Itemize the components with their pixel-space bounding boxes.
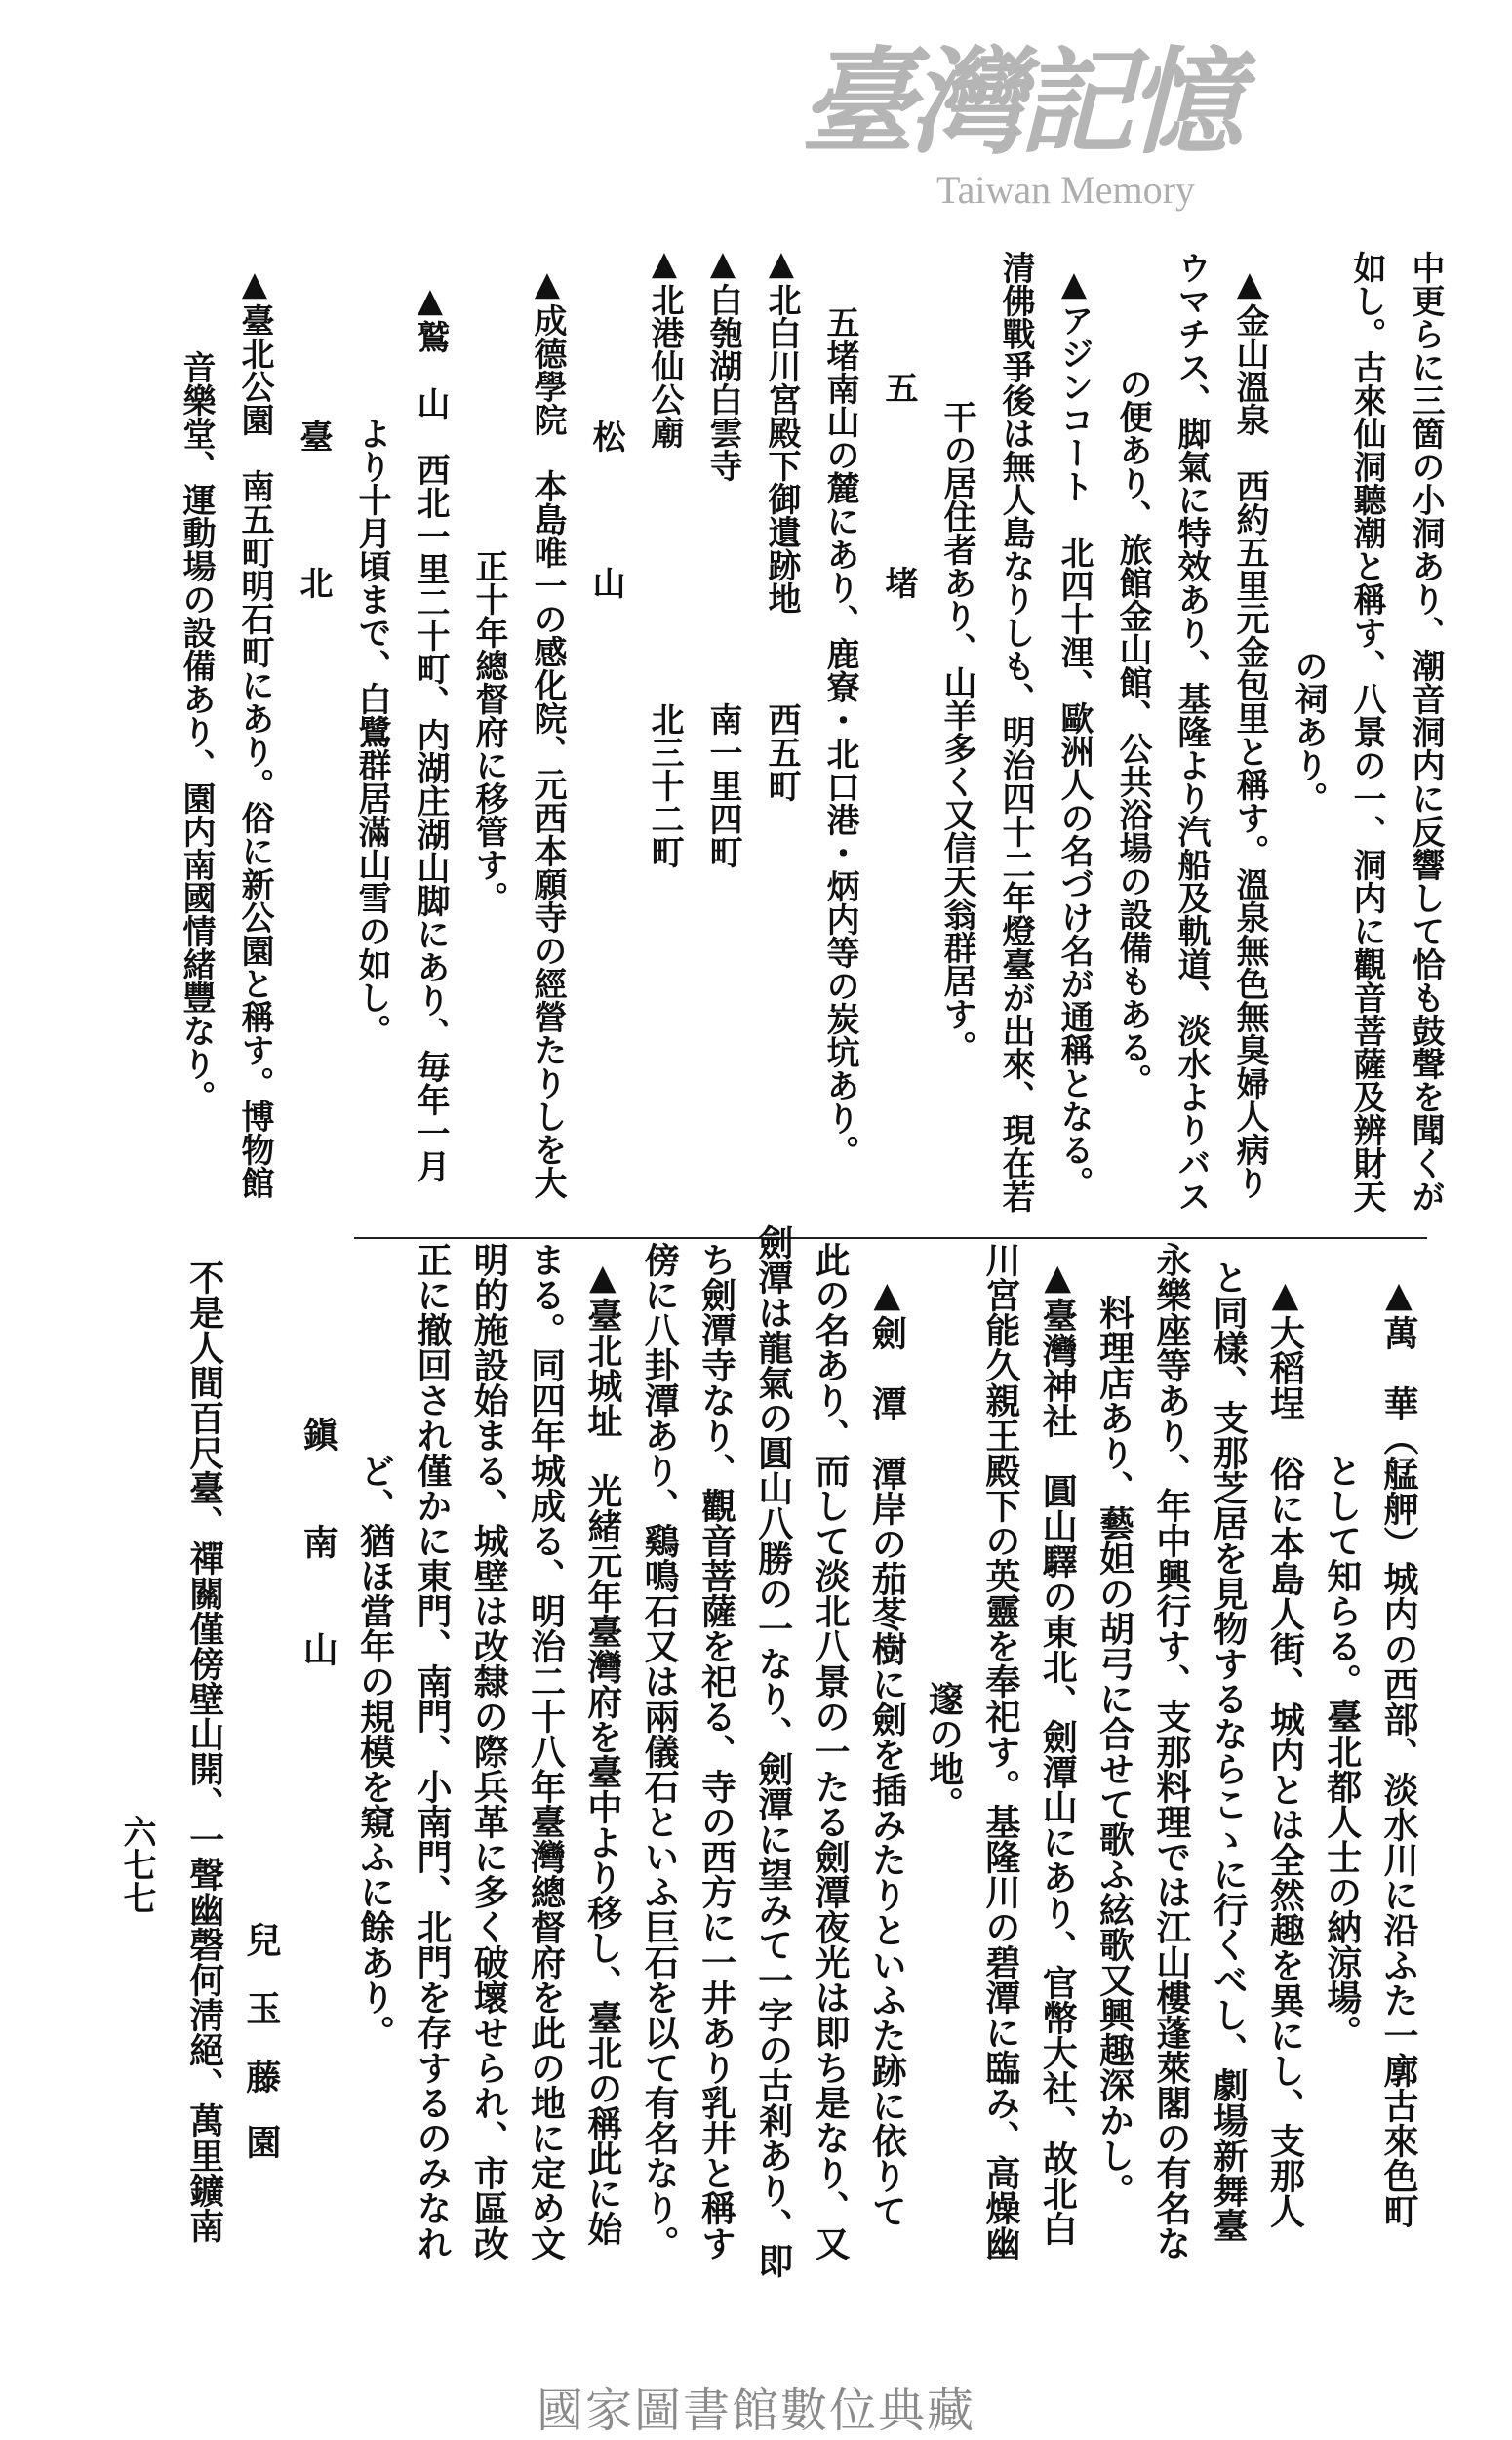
entry-baipao-lake bbox=[694, 244, 752, 1220]
text-line: として知らる。臺北都人士の納涼場。 bbox=[1321, 1452, 1363, 2050]
text-line: ▲アジンコート 北四十浬、歐洲人の名づけ名が通稱となる。 bbox=[1054, 264, 1094, 1199]
text-line: の祠あり。 bbox=[1289, 649, 1328, 815]
text-column bbox=[928, 244, 986, 1220]
text-line: 中更らに三箇の小洞あり、潮音洞内に反響して恰も鼓聲を聞くが bbox=[1406, 251, 1445, 1213]
heading-char: 北 bbox=[294, 566, 333, 599]
text-line: 干の居住者あり、山羊多く又信天翁群居す。 bbox=[937, 400, 976, 1063]
text-line: 料理店あり、藝妲の胡弓に合せて歌ふ絃歌又興趣深かし。 bbox=[1094, 1294, 1135, 2208]
text-column bbox=[986, 244, 1045, 1220]
text-column bbox=[517, 1241, 574, 2260]
text-column bbox=[1162, 244, 1220, 1220]
text-column bbox=[1086, 1260, 1142, 2241]
entry-title: ▲北白川宮殿下御遺跡地 bbox=[762, 244, 801, 615]
text-line: 永樂座等あり、年中興行す、支那料理では江山樓蓬萊閣の有名な bbox=[1150, 1241, 1192, 2260]
text-column bbox=[688, 1241, 744, 2260]
text-line: の便あり、旅館金山館、公共浴場の設備もある。 bbox=[1113, 367, 1152, 1097]
text-column bbox=[631, 1241, 688, 2260]
text-line: ▲臺北城址 光緒元年臺灣府を臺中より移し、臺北の稱此に始 bbox=[581, 1256, 623, 2246]
section-heading-songshan bbox=[577, 244, 635, 1220]
page-number: 六七七 bbox=[117, 1815, 156, 1914]
text-line: 正十年總督府に移管す。 bbox=[469, 549, 508, 914]
entry-taipei-castle-site bbox=[575, 1256, 631, 2246]
author-char: 藤 bbox=[240, 2059, 282, 2094]
footer-archive-credit: 國家圖書館數位典藏 bbox=[536, 2383, 975, 2438]
text-line: 邃の地。 bbox=[923, 1680, 965, 1821]
text-line: ち劍潭寺なり、觀音菩薩を祀る、寺の西方に一井あり乳井と稱す bbox=[696, 1241, 737, 2260]
entry-distance: 西五町 bbox=[762, 702, 801, 802]
poem-line bbox=[176, 1260, 232, 2241]
section-heading-taipei bbox=[284, 244, 342, 1220]
text-column bbox=[744, 1223, 801, 2278]
entry-agincourt bbox=[1045, 244, 1103, 1220]
poem-title bbox=[290, 1260, 346, 2241]
heading-char: 堵 bbox=[879, 566, 918, 599]
entry-kinzan-onsen bbox=[1220, 244, 1279, 1220]
heading-char: 松 bbox=[586, 420, 625, 453]
entry-sagi-yama bbox=[401, 244, 459, 1220]
text-line: と同樣、支那芝居を見物するならこゝに行くべし、劇場新舞臺 bbox=[1208, 1259, 1250, 2243]
text-line: 川宮能久親王殿下の英靈を奉祀す。基隆川の碧潭に臨み、高燥幽 bbox=[979, 1241, 1021, 2260]
author-char: 玉 bbox=[240, 1990, 282, 2025]
heading-char: 山 bbox=[298, 1631, 339, 1666]
author-char: 兒 bbox=[240, 1922, 282, 1957]
entry-beigang-temple bbox=[635, 244, 694, 1220]
text-line: 不是人間百尺臺、禪關僅傍壁山開、一聲幽磬何淸絕、萬里鑛南 bbox=[183, 1259, 225, 2243]
text-column bbox=[404, 1241, 460, 2260]
text-column bbox=[1143, 1241, 1200, 2260]
text-column bbox=[1396, 244, 1454, 1220]
section-heading-wudu bbox=[869, 244, 928, 1220]
heading-char: 南 bbox=[298, 1524, 339, 1559]
entry-dadaocheng bbox=[1256, 1260, 1313, 2241]
entry-taipei-park bbox=[225, 244, 284, 1220]
text-line: 如し。古來仙洞聽潮と稱す、八景の一、洞内に觀音菩薩及辨財天 bbox=[1347, 251, 1386, 1213]
text-column bbox=[811, 244, 869, 1220]
bottom-text-block bbox=[176, 1223, 1427, 2278]
text-line: まる。同四年城成る、明治二十八年臺灣總督府を此の地に定め文 bbox=[525, 1241, 567, 2260]
text-line: 傍に八卦潭あり、鷄鳴石又は兩儀石といふ巨石を以て有名なり。 bbox=[639, 1241, 681, 2260]
entry-taiwan-shrine bbox=[1029, 1256, 1086, 2246]
text-line: ▲臺灣神社 圓山驛の東北、劍潭山にあり、官幣大社、故北白 bbox=[1037, 1256, 1079, 2246]
heading-char: 鎭 bbox=[298, 1417, 339, 1452]
entry-manka bbox=[1371, 1260, 1427, 2241]
text-line: 明的施設始まる、城壁は改隸の際兵革に多く破壞せられ、市區改 bbox=[468, 1241, 510, 2260]
text-line: ▲劍 潭 潭岸の茄苳樹に劍を插みたりといふた跡に依りて bbox=[866, 1273, 908, 2228]
entry-distance: 北三十二町 bbox=[645, 702, 684, 868]
text-line: 劍潭は龍氣の圓山八勝の一なり、劍潭に望みて一字の古剎あり、即 bbox=[752, 1223, 794, 2278]
text-line: 此の名あり、而して淡北八景の一たる劍潭夜光は即ち是なり、又 bbox=[810, 1241, 852, 2260]
text-column bbox=[167, 244, 225, 1220]
text-column bbox=[460, 1241, 517, 2260]
text-line: より十月頃まで、白鷺群居滿山雪の如し。 bbox=[352, 417, 391, 1047]
text-column bbox=[1337, 244, 1396, 1220]
text-line: ウマチス、脚氣に特效あり、基隆より汽船及軌道、淡水よりバス bbox=[1172, 251, 1211, 1213]
text-column bbox=[1313, 1260, 1370, 2241]
heading-char: 臺 bbox=[294, 420, 333, 453]
text-line: 音樂堂、運動場の設備あり、園内南國情緒豐なり。 bbox=[177, 350, 216, 1113]
text-line: 正に撤回され僅かに東門、南門、小南門、北門を存するのみなれ bbox=[411, 1241, 453, 2260]
watermark-logo: 臺灣記憶 bbox=[800, 34, 1238, 170]
text-column bbox=[915, 1260, 972, 2241]
text-column bbox=[342, 244, 401, 1220]
entry-title: ▲白匏湖白雲寺 bbox=[703, 244, 742, 482]
entry-distance: 南一里四町 bbox=[703, 702, 742, 868]
text-column bbox=[1279, 244, 1337, 1220]
watermark-subtitle: Taiwan Memory bbox=[936, 168, 1195, 212]
text-column bbox=[802, 1241, 858, 2260]
text-line: 五堵南山の麓にあり、鹿寮・北口港・炳内等の炭坑あり。 bbox=[820, 305, 859, 1168]
entry-jiantan bbox=[858, 1260, 915, 2241]
entry-seitoku-gakuin bbox=[518, 244, 577, 1220]
text-line: ▲金山溫泉 西約五里元金包里と稱す。溫泉無色無臭婦人病り bbox=[1230, 264, 1269, 1199]
text-column bbox=[973, 1241, 1029, 2260]
text-line: ▲大稻埕 俗に本島人街、城内とは全然趣を異にし、支那人 bbox=[1264, 1273, 1306, 2228]
text-column bbox=[1103, 244, 1162, 1220]
top-text-block bbox=[167, 244, 1454, 1220]
text-column bbox=[459, 244, 518, 1220]
text-line: 清佛戰爭後は無人島なりしも、明治四十二年燈臺が出來、現在若 bbox=[996, 251, 1035, 1213]
entry-title: ▲北港仙公廟 bbox=[645, 244, 684, 449]
heading-char: 山 bbox=[586, 566, 625, 599]
text-line: ▲鷲 山 西北一里二十町、内湖庄湖山脚にあり、毎年一月 bbox=[411, 281, 450, 1182]
poem-author bbox=[233, 1260, 290, 2241]
author-char: 園 bbox=[240, 2124, 282, 2159]
entry-kitashirakawa bbox=[752, 244, 811, 1220]
section-divider bbox=[354, 1237, 1427, 1239]
text-column bbox=[346, 1260, 403, 2241]
text-column bbox=[1200, 1260, 1256, 2241]
text-line: ▲萬 華（艋舺）城内の西部、淡水川に沿ふた一廓古來色町 bbox=[1378, 1273, 1419, 2228]
text-line: ▲成德學院 本島唯一の感化院、元西本願寺の經營たりしを大 bbox=[528, 264, 567, 1199]
heading-char: 五 bbox=[879, 371, 918, 404]
text-line: ど、猶ほ當年の規模を窺ふに餘あり。 bbox=[354, 1452, 396, 2050]
text-line: ▲臺北公園 南五町明石町にあり。俗に新公園と稱す。博物館 bbox=[235, 264, 274, 1199]
